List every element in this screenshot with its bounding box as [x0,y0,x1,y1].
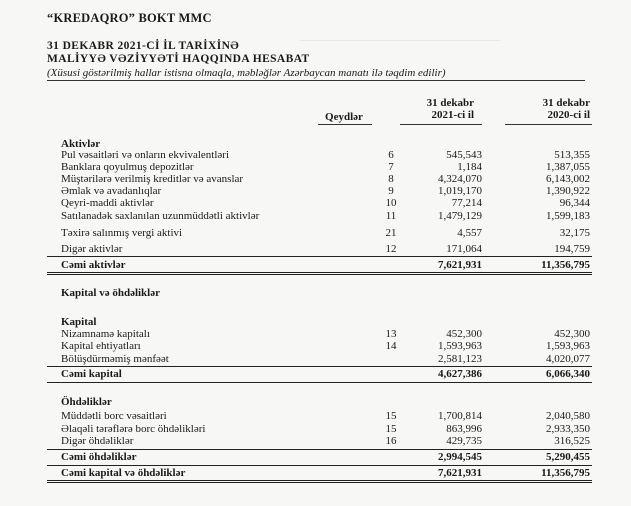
grand-total-label: Cəmi kapital və öhdəliklər [61,467,186,479]
table-row [47,150,592,161]
table-row [47,436,592,447]
row-note: 11 [385,210,397,222]
row-note: 15 [385,423,397,435]
row-label: Satılanadək saxlanılan uzunmüddətli aktivlər [61,210,260,222]
row-note: 16 [385,435,397,447]
rule-above-total-assets [47,256,592,257]
table-row [47,174,592,185]
year1-header-line1: 31 dekabr [426,97,474,109]
row-value-2020: 6,143,002 [546,173,590,185]
total-value-2020: 5,290,455 [546,451,590,463]
row-value-2021: 863,996 [446,423,482,435]
row-value-2020: 2,040,580 [546,410,590,422]
table-row [47,211,592,222]
rule-below-total-equity [47,382,592,383]
table-row [47,244,592,255]
row-value-2020: 1,593,963 [546,340,590,352]
row-note: 9 [388,185,394,197]
row-value-2020: 1,390,922 [546,185,590,197]
rule-below-total-liabilities [47,465,592,466]
total-label: Cəmi aktivlər [61,259,126,271]
row-value-2021: 171,064 [446,243,482,255]
row-note: 8 [388,173,394,185]
section-heading-equity: Kapital [61,316,97,328]
row-label: Bölüşdürməmiş mənfəət [61,353,169,365]
row-label: Təxirə salınmış vergi aktivi [61,227,183,239]
rule-above-total-liabilities [47,449,592,450]
table-row-total [47,369,592,380]
section-heading-liabilities: Öhdəliklər [61,396,112,408]
row-value-2021: 2,581,123 [438,353,482,365]
row-note: 6 [388,149,394,161]
row-value-2020: 1,599,183 [546,210,590,222]
row-value-2021: 1,479,129 [438,210,482,222]
year2-header-line2: 2020-ci il [547,109,590,121]
table-row-total [47,452,592,463]
table-row [47,341,592,352]
row-label: Pul vəsaitləri və onların ekvivalentləri [61,149,230,161]
row-label: Digər öhdəliklər [61,435,134,447]
table-row-total [47,260,592,271]
table-row [47,411,592,422]
row-label: Əlaqəli tərəflərə borc öhdəlikləri [61,423,206,435]
row-note: 14 [385,340,397,352]
row-note: 15 [385,410,397,422]
row-value-2021: 429,735 [446,435,482,447]
year1-header-line2: 2021-ci il [431,109,474,121]
rule-above-total-equity [47,366,592,367]
row-value-2021: 1,593,963 [438,340,482,352]
year2-header-line1: 31 dekabr [542,97,590,109]
row-value-2021: 1,700,814 [438,410,482,422]
double-rule-total-assets [47,272,592,275]
row-label: Qeyri-maddi aktivlər [61,197,154,209]
table-row [47,354,592,365]
row-value-2020: 32,175 [559,227,590,239]
table-row [47,162,592,173]
row-note: 10 [385,197,397,209]
row-value-2021: 1,019,170 [438,185,482,197]
total-value-2021: 7,621,931 [438,259,482,271]
table-row-grand-total [47,468,592,479]
year1-header-rule [400,124,482,125]
total-value-2021: 2,994,545 [438,451,482,463]
table-row [47,329,592,340]
row-value-2020: 194,759 [554,243,590,255]
row-label: Müddətli borc vəsaitləri [61,410,167,422]
row-value-2020: 452,300 [554,328,590,340]
report-title-line2: MALİYYƏ VƏZİYYƏTİ HAQQINDA HESABAT [47,53,310,65]
table-row [47,198,592,209]
row-value-2021: 4,557 [457,227,482,239]
row-label: Banklara qoyulmuş depozitlər [61,161,194,173]
row-value-2020: 96,344 [559,197,590,209]
double-rule-grand-total [47,480,592,483]
row-value-2020: 1,387,055 [546,161,590,173]
year1-column-header [385,97,474,121]
row-note: 13 [385,328,397,340]
total-label: Cəmi öhdəliklər [61,451,137,463]
total-label: Cəmi kapital [61,368,122,380]
row-label: Əmlak və avadanlıqlar [61,185,162,197]
row-label: Digər aktivlər [61,243,123,255]
row-value-2020: 2,933,350 [546,423,590,435]
company-name: “KREDAQRO” BOKT MMC [47,11,212,25]
row-note: 7 [388,161,394,173]
row-value-2021: 452,300 [446,328,482,340]
table-row [47,228,592,239]
total-value-2021: 4,627,386 [438,368,482,380]
report-subtitle: (Xüsusi göstərilmiş hallar istisna olmaqla, məbləğlər Azərbaycan manatı ilə təqdim edilir) [47,67,446,79]
row-label: Müştərilərə verilmiş kreditlər və avanslar [61,173,244,185]
grand-total-value-2021: 7,621,931 [438,467,482,479]
row-note: 21 [385,227,397,239]
total-value-2020: 11,356,795 [541,259,590,271]
row-value-2020: 316,525 [554,435,590,447]
notes-header-rule [318,124,372,125]
row-value-2021: 77,214 [451,197,482,209]
total-value-2020: 6,066,340 [546,368,590,380]
section-heading-assets: Aktivlər [61,138,101,150]
grand-total-value-2020: 11,356,795 [541,467,590,479]
row-note: 12 [385,243,397,255]
row-label: Nizamnamə kapitalı [61,328,150,340]
row-value-2020: 4,020,077 [546,353,590,365]
report-title-line1: 31 DEKABR 2021-Cİ İL TARİXİNƏ [47,40,240,52]
row-value-2021: 4,324,070 [438,173,482,185]
year2-column-header [496,97,590,121]
row-value-2021: 1,184 [457,161,482,173]
row-value-2021: 545,543 [446,149,482,161]
section-heading-equity-liabilities: Kapital və öhdəliklər [61,287,160,299]
bleed-through-artifact [300,40,500,81]
year2-header-rule [505,124,592,125]
notes-column-header: Qeydlər [325,111,363,123]
table-row [47,186,592,197]
row-value-2020: 513,355 [554,149,590,161]
row-label: Kapital ehtiyatları [61,340,141,352]
table-row [47,424,592,435]
